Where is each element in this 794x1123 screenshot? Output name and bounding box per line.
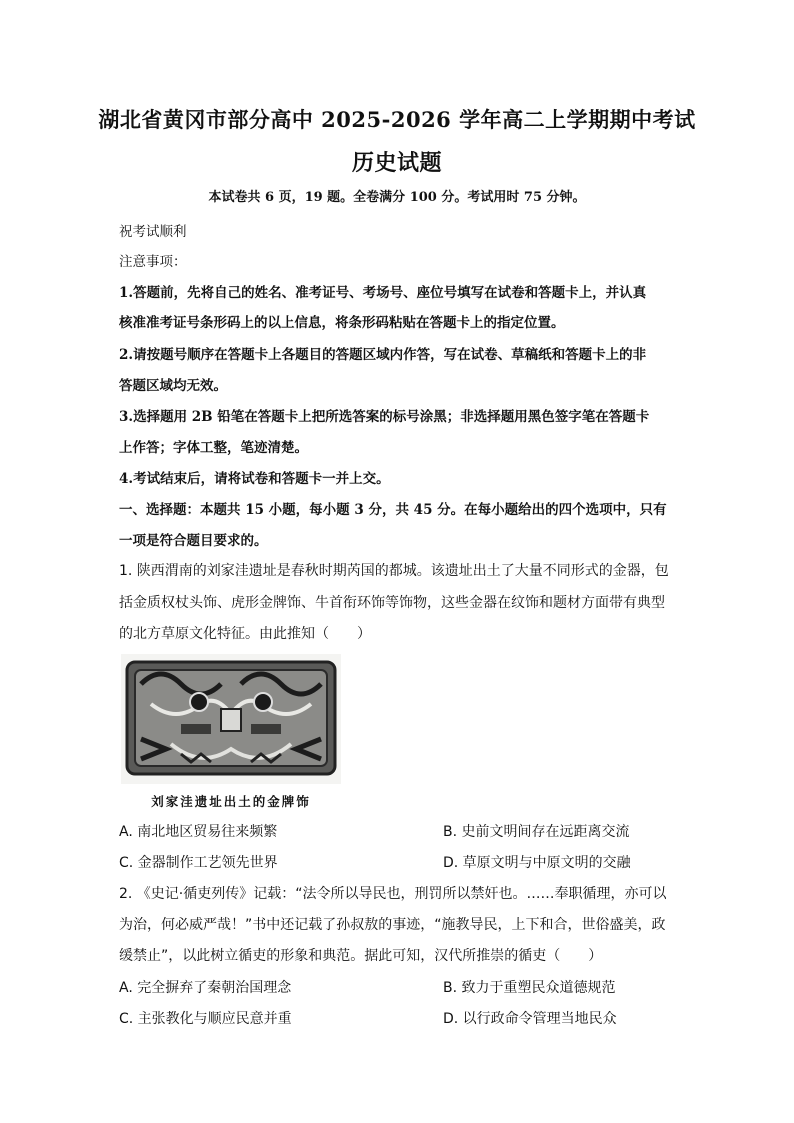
exam-info: 本试卷共 6 页，19 题。全卷满分 100 分。考试用时 75 分钟。	[208, 190, 586, 205]
section-heading: 一、选择题：本题共 15 小题，每小题 3 分，共 45 分。在每小题给出的四个选项中，只有	[119, 502, 667, 518]
question-2-text: 为治，何必威严哉！”书中还记载了孙叔敖的事迹，“施教导民，上下和合，世俗盛美，政	[119, 917, 666, 933]
q1-option-d[interactable]: D. 草原文明与中原文明的交融	[443, 855, 631, 871]
q1-option-a[interactable]: A. 南北地区贸易往来频繁	[119, 824, 278, 840]
notice-heading: 注意事项：	[119, 254, 187, 270]
q2-option-b[interactable]: B. 致力于重塑民众道德规范	[443, 980, 616, 996]
question-2-text: 缓禁止”，以此树立循吏的形象和典范。据此可知，汉代所推崇的循吏（ ）	[119, 948, 603, 964]
notice-line: 1.答题前，先将自己的姓名、准考证号、考场号、座位号填写在试卷和答题卡上，并认真	[119, 285, 647, 301]
q2-option-c[interactable]: C. 主张教化与顺应民意并重	[119, 1011, 292, 1027]
notice-line: 2.请按题号顺序在答题卡上各题目的答题区域内作答，写在试卷、草稿纸和答题卡上的非	[119, 347, 647, 363]
figure-caption: 刘家洼遗址出土的金牌饰	[151, 794, 311, 809]
notice-line: 3.选择题用 2B 铅笔在答题卡上把所选答案的标号涂黑；非选择题用黑色签字笔在答题卡	[119, 409, 650, 425]
gold-plaque-image	[121, 654, 341, 784]
notice-line: 核准准考证号条形码上的以上信息，将条形码粘贴在答题卡上的指定位置。	[119, 315, 565, 331]
notice-line: 上作答；字体工整，笔迹清楚。	[119, 440, 308, 456]
q2-option-d[interactable]: D. 以行政命令管理当地民众	[443, 1011, 617, 1027]
section-heading: 一项是符合题目要求的。	[119, 533, 268, 549]
exam-title: 湖北省黄冈市部分高中 2025-2026 学年高二上学期期中考试	[98, 107, 696, 132]
notice-line: 4.考试结束后，请将试卷和答题卡一并上交。	[119, 471, 390, 487]
question-1-text: 的北方草原文化特征。由此推知（ ）	[119, 626, 371, 642]
q1-option-c[interactable]: C. 金器制作工艺领先世界	[119, 855, 278, 871]
q2-option-a[interactable]: A. 完全摒弃了秦朝治国理念	[119, 980, 292, 996]
question-1-text: 括金质权杖头饰、虎形金牌饰、牛首衔环饰等饰物，这些金器在纹饰和题材方面带有典型	[119, 595, 665, 611]
exam-subtitle: 历史试题	[351, 150, 442, 176]
notice-line: 答题区域均无效。	[119, 378, 227, 394]
greeting: 祝考试顺利	[119, 224, 187, 240]
question-1-text: 1. 陕西渭南的刘家洼遗址是春秋时期芮国的都城。该遗址出土了大量不同形式的金器，包	[119, 563, 669, 579]
q1-option-b[interactable]: B. 史前文明间存在远距离交流	[443, 824, 630, 840]
question-2-text: 2. 《史记·循吏列传》记载：“法令所以导民也，刑罚所以禁奸也。……奉职循理，亦可以	[119, 886, 667, 902]
